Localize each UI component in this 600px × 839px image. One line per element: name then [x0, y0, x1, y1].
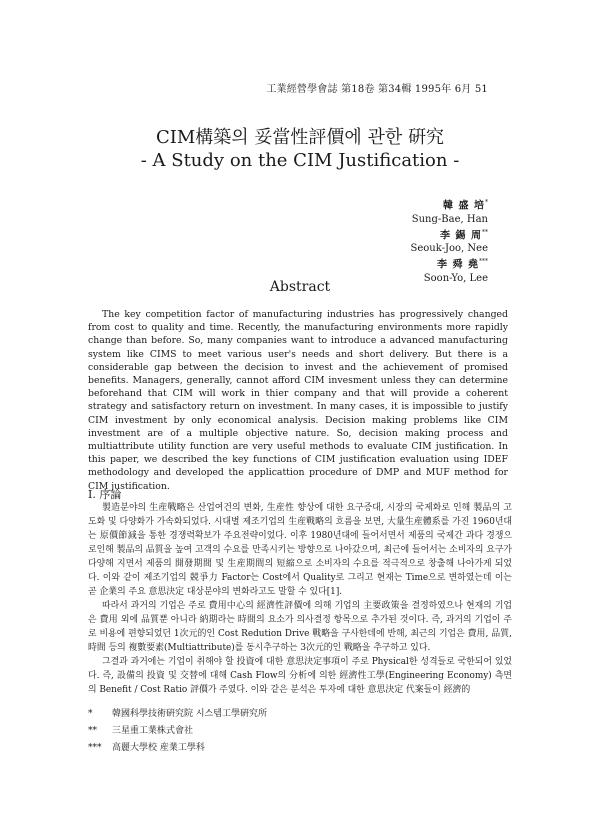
running-head: 工業經營學會誌 第18卷 第34輯 1995年 6月 51: [266, 84, 488, 95]
section-body: [88, 501, 512, 697]
abstract-heading: Abstract: [269, 279, 331, 295]
body-paragraph: 그결과 과거에는 기업이 취해야 할 投資에 대한 意思決定事項이 주로 Physical한 성격들로 국한되어 있었다. 즉, 設備의 投資 및 交替에 대해 Cash Flow의 分析에 의한 經濟性工學(Engineering Economy) 측면의 Benefit / Cost Ratio 評價가 주였다. 이와 같은 분석은 투자에 대한 意思決定 代案들이 經濟的: [88, 657, 512, 695]
footnote: ** 三星重工業株式會社: [88, 726, 194, 736]
author-roman-name: Sung-Bae, Han: [411, 213, 488, 225]
body-paragraph: 製造분야의 生産戰略은 산업여건의 변화, 生産性 향상에 대한 요구증대, 시장의 국제화로 인해 製品의 고도화 및 다양화가 가속화되었다. 시대별 제조기업의 生産戰略의 흐름을 보면, 大量生産體系를 가진 1960년대는 原價節減을 통한 경쟁력확보가 주요전략이었다. 이후 1980년대에 들어서면서 제품의 국제간 과다 경쟁으로인해 製品의 品質을 높여 고객의 수요를 만족시키는 방향으로 나아갔으며, 최근에 들어서는 소비자의 요구가 다양해 지면서 제품의 開發期間 및 生産期間의 短縮으로 소비자의 수요를 적극적으로 창출해 나아가게 되었다. 이와 같이 제조기업의 競爭力 Factor는 Cost에서 Quality로 그리고 현재는 Time으로 변하였는데 이는 곧 企業의 주요 意思決定 대상분야의 변화라고도 말할 수 있다[1].: [88, 503, 512, 597]
author-roman-name: Seouk-Joo, Nee: [410, 243, 488, 255]
footnote: * 韓國科學技術硏究院 시스템工學硏究所: [88, 709, 267, 719]
paper-title: CIM構築의 妥當性評價에 관한 硏究: [155, 127, 445, 148]
author-roman-name: Soon-Yo, Lee: [423, 273, 488, 284]
footnote: *** 高麗大學校 産業工學科: [88, 743, 205, 753]
author-native-name: 李 錫 周**: [440, 228, 488, 242]
author-native-name: 李 舜 堯***: [437, 258, 488, 271]
section-heading: I. 序論: [88, 488, 122, 501]
author-native-name: 韓 盛 培*: [443, 199, 488, 212]
body-paragraph: 따라서 과거의 기업은 주로 費用中心의 經濟性評價에 의해 기업의 主要政策을 결정하였으나 현재의 기업은 費用 외에 品質뿐 아니라 納期라는 時間의 요소가 의사결정 항목으로 추가된 것이다. 즉, 과거의 기업이 주로 비용에 편향되었던 1次元的인 Cost Redution Drive 戰略을 구사한데에 반해, 최근의 기업은 費用, 品質, 時間 등의 複數要素(Multiattribute)를 동시추구하는 3次元的인 戰略을 추구하고 있다.: [88, 601, 512, 653]
abstract-text: The key competition factor of manufacturing industries has progressively changed from cost to quality and time. Recently, the manufacturing environments more rapidly change than before. So, many companies want to introduce a advanced manufacturing system like CIMS to meet various user's needs and short delivery. But there is a considerable gap between the decision to invest and the achievement of promised benefits. Managers, generally, cannot afford CIM invesment unless they can determine beforehand that CIM will work in thier company and that will provide a coherent strategy and satisfactory return on investment. In many cases, it is impossible to justify CIM investment by only economical analysis. Decision making problems like CIM investment are of a multiple objective nature. So, decision making process and multiattribute utility function are very useful methods to evaluate CIM justification. In this paper, we described the key functions of CIM justification evaluation using IDEF methodology and developed the applicattion procedure of DMP and MUF method for CIM justification.: [88, 309, 508, 492]
author-block: [411, 196, 489, 285]
footnotes: [88, 706, 267, 757]
paper-subtitle: - A Study on the CIM Justification -: [140, 150, 460, 171]
